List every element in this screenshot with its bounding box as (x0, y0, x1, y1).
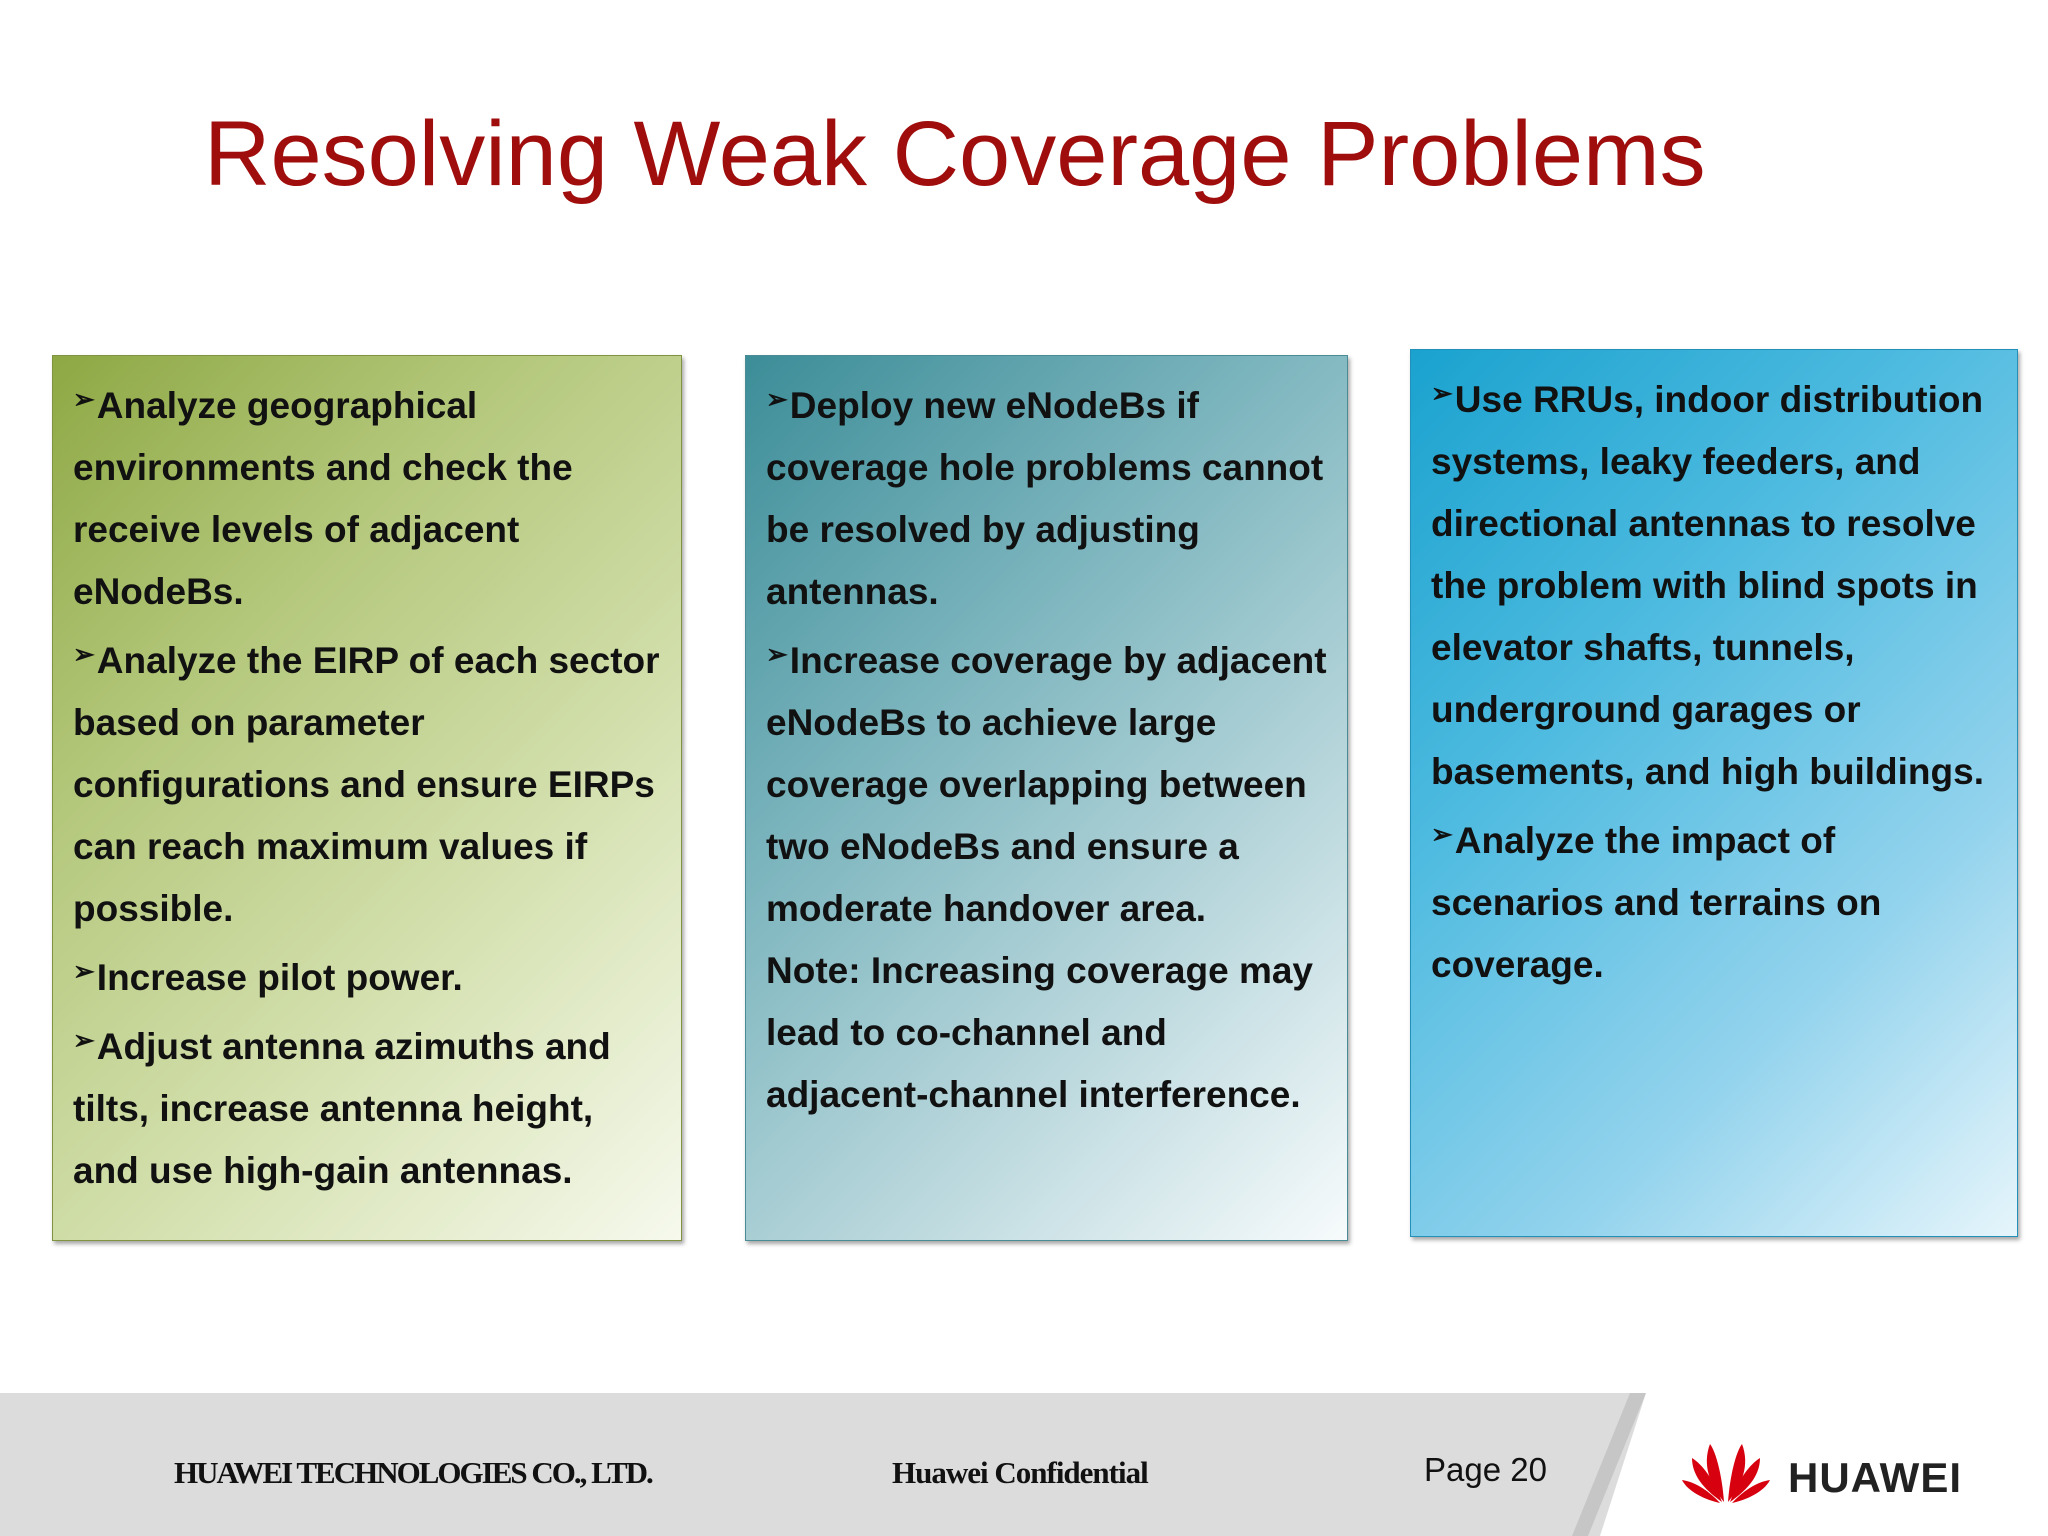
panel-2-item-2: ➢Increase coverage by adjacent eNodeBs to achieve large coverage overlapping between two eNodeBs and ensure a moderate handover area. (766, 623, 1327, 940)
panel-2-item-1: ➢Deploy new eNodeBs if coverage hole problems cannot be resolved by adjusting antennas. (766, 368, 1327, 623)
arrow-bullet-icon: ➢ (73, 639, 95, 669)
panel-2-note: Note: Increasing coverage may lead to co-channel and adjacent-channel interference. (766, 950, 1313, 1115)
arrow-bullet-icon: ➢ (1431, 819, 1453, 849)
panel-1-item-3: ➢Increase pilot power. (73, 940, 661, 1009)
panel-indoor-coverage (1410, 349, 2018, 1237)
huawei-brand-text: HUAWEI (1788, 1454, 1962, 1501)
panel-1-item-2: ➢Analyze the EIRP of each sector based on parameter configurations and ensure EIRPs can reach maximum values if possible. (73, 623, 661, 940)
panel-1-item-4: ➢Adjust antenna azimuths and tilts, increase antenna height, and use high-gain antennas. (73, 1009, 661, 1202)
panel-3-item-2: ➢Analyze the impact of scenarios and terrains on coverage. (1431, 803, 1997, 996)
panel-3-item-1: ➢Use RRUs, indoor distribution systems, leaky feeders, and directional antennas to resolve the problem with blind spots in elevator shafts, tunnels, underground garages or basements, and high buildings. (1431, 362, 1997, 803)
arrow-bullet-icon: ➢ (766, 384, 788, 414)
huawei-petal-logo-icon (1680, 1430, 1772, 1504)
arrow-bullet-icon: ➢ (73, 384, 95, 414)
footer-company-name: HUAWEI TECHNOLOGIES CO., LTD. (174, 1455, 652, 1490)
arrow-bullet-icon: ➢ (766, 639, 788, 669)
panel-geographic-analysis (52, 355, 682, 1241)
footer-confidential-label: Huawei Confidential (892, 1455, 1148, 1490)
arrow-bullet-icon: ➢ (73, 1025, 95, 1055)
panel-new-enodebs (745, 355, 1348, 1241)
page-number: Page 20 (1424, 1451, 1547, 1488)
arrow-bullet-icon: ➢ (1431, 378, 1453, 408)
slide-title: Resolving Weak Coverage Problems (204, 103, 1706, 205)
arrow-bullet-icon: ➢ (73, 956, 95, 986)
panel-1-item-1: ➢Analyze geographical environments and check the receive levels of adjacent eNodeBs. (73, 368, 661, 623)
